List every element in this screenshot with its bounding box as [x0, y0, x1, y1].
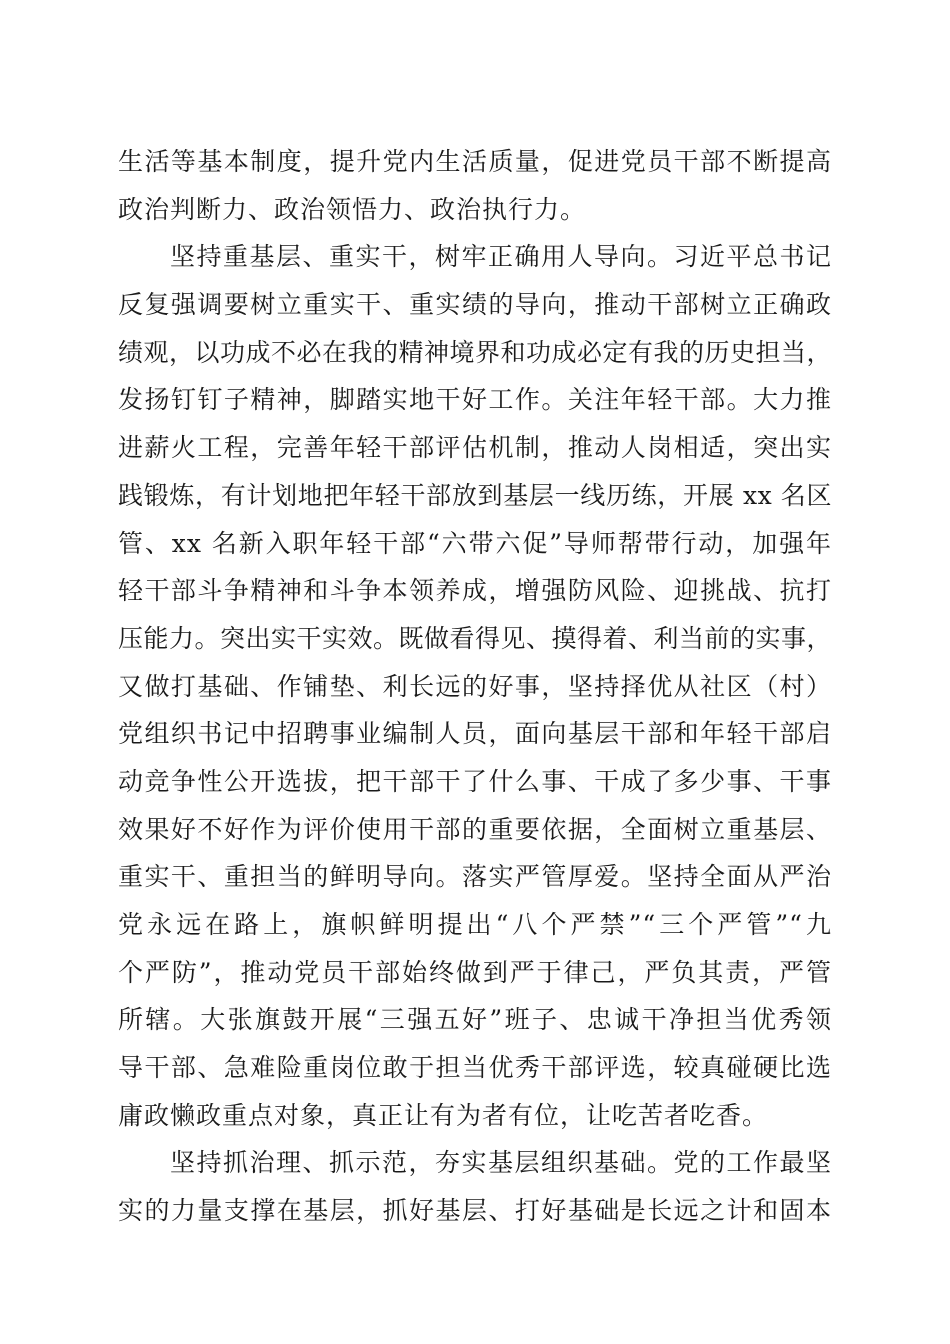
- paragraph-first-line: 坚持重基层、重实干，树牢正确用人导向。习近平总书记: [170, 242, 832, 272]
- text-line: 重实干、重担当的鲜明导向。落实严管厚爱。坚持全面从严治: [118, 862, 832, 892]
- paragraph-first-line: 坚持抓治理、抓示范，夯实基层组织基础。党的工作最坚: [170, 1148, 832, 1178]
- text-line: 绩观，以功成不必在我的精神境界和功成必定有我的历史担当，: [118, 337, 833, 367]
- document-body: [118, 138, 832, 1235]
- text-line: 生活等基本制度，提升党内生活质量，促进党员干部不断提高: [118, 147, 832, 176]
- text-line: 所辖。大张旗鼓开展“三强五好”班子、忠诚干净担当优秀领: [118, 1005, 832, 1035]
- text-line: 压能力。突出实干实效。既做看得见、摸得着、利当前的实事，: [118, 623, 833, 653]
- text-line: 管、xx 名新入职年轻干部“六带六促”导师帮带行动，加强年: [118, 528, 832, 558]
- text-line: 实的力量支撑在基层，抓好基层、打好基础是长远之计和固本: [118, 1196, 832, 1226]
- text-line: 个严防”，推动党员干部始终做到严于律己，严负其责，严管: [118, 957, 832, 987]
- text-line: 发扬钉钉子精神，脚踏实地干好工作。关注年轻干部。大力推: [118, 385, 832, 415]
- text-line: 政治判断力、政治领悟力、政治执行力。: [118, 194, 587, 224]
- text-line: 效果好不好作为评价使用干部的重要依据，全面树立重基层、: [118, 814, 832, 844]
- text-line: 导干部、急难险重岗位敢于担当优秀干部评选，较真碰硬比选: [118, 1053, 832, 1083]
- text-line: 动竞争性公开选拔，把干部干了什么事、干成了多少事、干事: [118, 766, 832, 796]
- text-line: 党组织书记中招聘事业编制人员，面向基层干部和年轻干部启: [118, 719, 832, 749]
- text-line: 又做打基础、作铺垫、利长远的好事，坚持择优从社区（村）: [118, 671, 832, 701]
- text-line: 党永远在路上，旗帜鲜明提出“八个严禁”“三个严管”“九: [118, 910, 832, 939]
- text-line: 践锻炼，有计划地把年轻干部放到基层一线历练，开展 xx 名区: [118, 480, 832, 510]
- text-line: 轻干部斗争精神和斗争本领养成，增强防风险、迎挑战、抗打: [118, 576, 832, 606]
- text-line: 庸政懒政重点对象，真正让有为者有位，让吃苦者吃香。: [118, 1100, 769, 1130]
- text-line: 进薪火工程，完善年轻干部评估机制，推动人岗相适，突出实: [118, 433, 832, 463]
- text-line: 反复强调要树立重实干、重实绩的导向，推动干部树立正确政: [118, 290, 832, 320]
